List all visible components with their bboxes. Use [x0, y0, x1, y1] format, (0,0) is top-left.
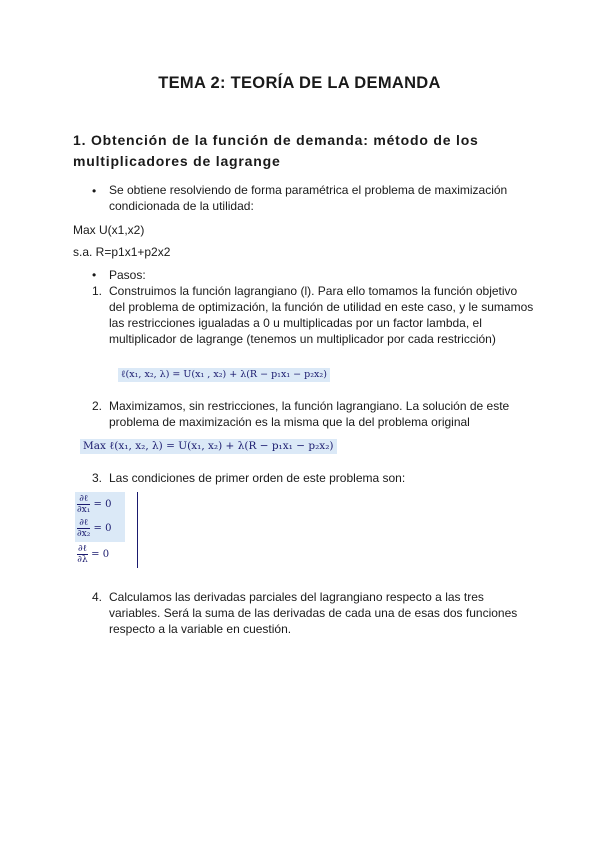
max-lagrangian-expr: ℓ(x₁, x₂, λ) = U(x₁, x₂) + λ(R − p₁x₁ − p₂x₂) — [109, 440, 334, 452]
intro-bullet-text: Se obtiene resolviendo de forma paramétrica el problema de maximización condicionada de la utilidad: — [109, 183, 508, 213]
foc-row: $\frac{\text{∂ℓ}}{\partial\lambda}$ = 0 — [77, 544, 110, 565]
problem-objective: Max U(x1,x2) — [73, 223, 145, 237]
step-number: 1. — [92, 284, 103, 298]
bullet-dot: • — [92, 268, 97, 282]
step-text: Las condiciones de primer orden de este problema son: — [109, 471, 406, 485]
foc-row: $\frac{\text{∂ℓ}}{\text{∂x₁}}$ = 0 — [77, 494, 112, 515]
first-order-conditions — [75, 492, 138, 568]
page-title: TEMA 2: TEORÍA DE LA DEMANDA — [158, 74, 441, 92]
pasos-label: Pasos: — [109, 268, 146, 282]
max-prefix: Max — [83, 440, 106, 452]
foc-row: $\frac{\text{∂ℓ}}{\text{∂x₂}}$ = 0 — [77, 518, 112, 539]
step-text: Maximizamos, sin restricciones, la función lagrangiano. La solución de este problema de maximización es la misma que la del problema original — [109, 399, 510, 429]
step-number: 3. — [92, 471, 103, 485]
step-number: 4. — [92, 590, 103, 604]
bullet-dot: • — [92, 184, 97, 198]
section-heading: 1. Obtención de la función de demanda: método de los multiplicadores de lagrange — [73, 132, 479, 169]
problem-constraint: s.a. R=p1x1+p2x2 — [73, 245, 171, 259]
lagrangian-formula: ℓ(x₁, x₂, λ) = U(x₁ , x₂) + λ(R − p₁x₁ − p₂x₂) — [118, 368, 330, 382]
max-lagrangian-formula — [80, 439, 337, 454]
step-text: Construimos la función lagrangiano (l). Para ello tomamos la función objetivo del problema de optimización, la función de utilidad en este caso, y le sumamos las restricciones igualadas a 0 u multiplicadas por un factor lambda, el multiplicador de lagrange (tenemos un multiplicador por cada restricción) — [109, 284, 534, 346]
step-text: Calculamos las derivadas parciales del lagrangiano respecto a las tres variables. Será la suma de las derivadas de cada una de esas dos funciones respecto a la variable en cuestión. — [109, 590, 518, 636]
step-number: 2. — [92, 399, 103, 413]
